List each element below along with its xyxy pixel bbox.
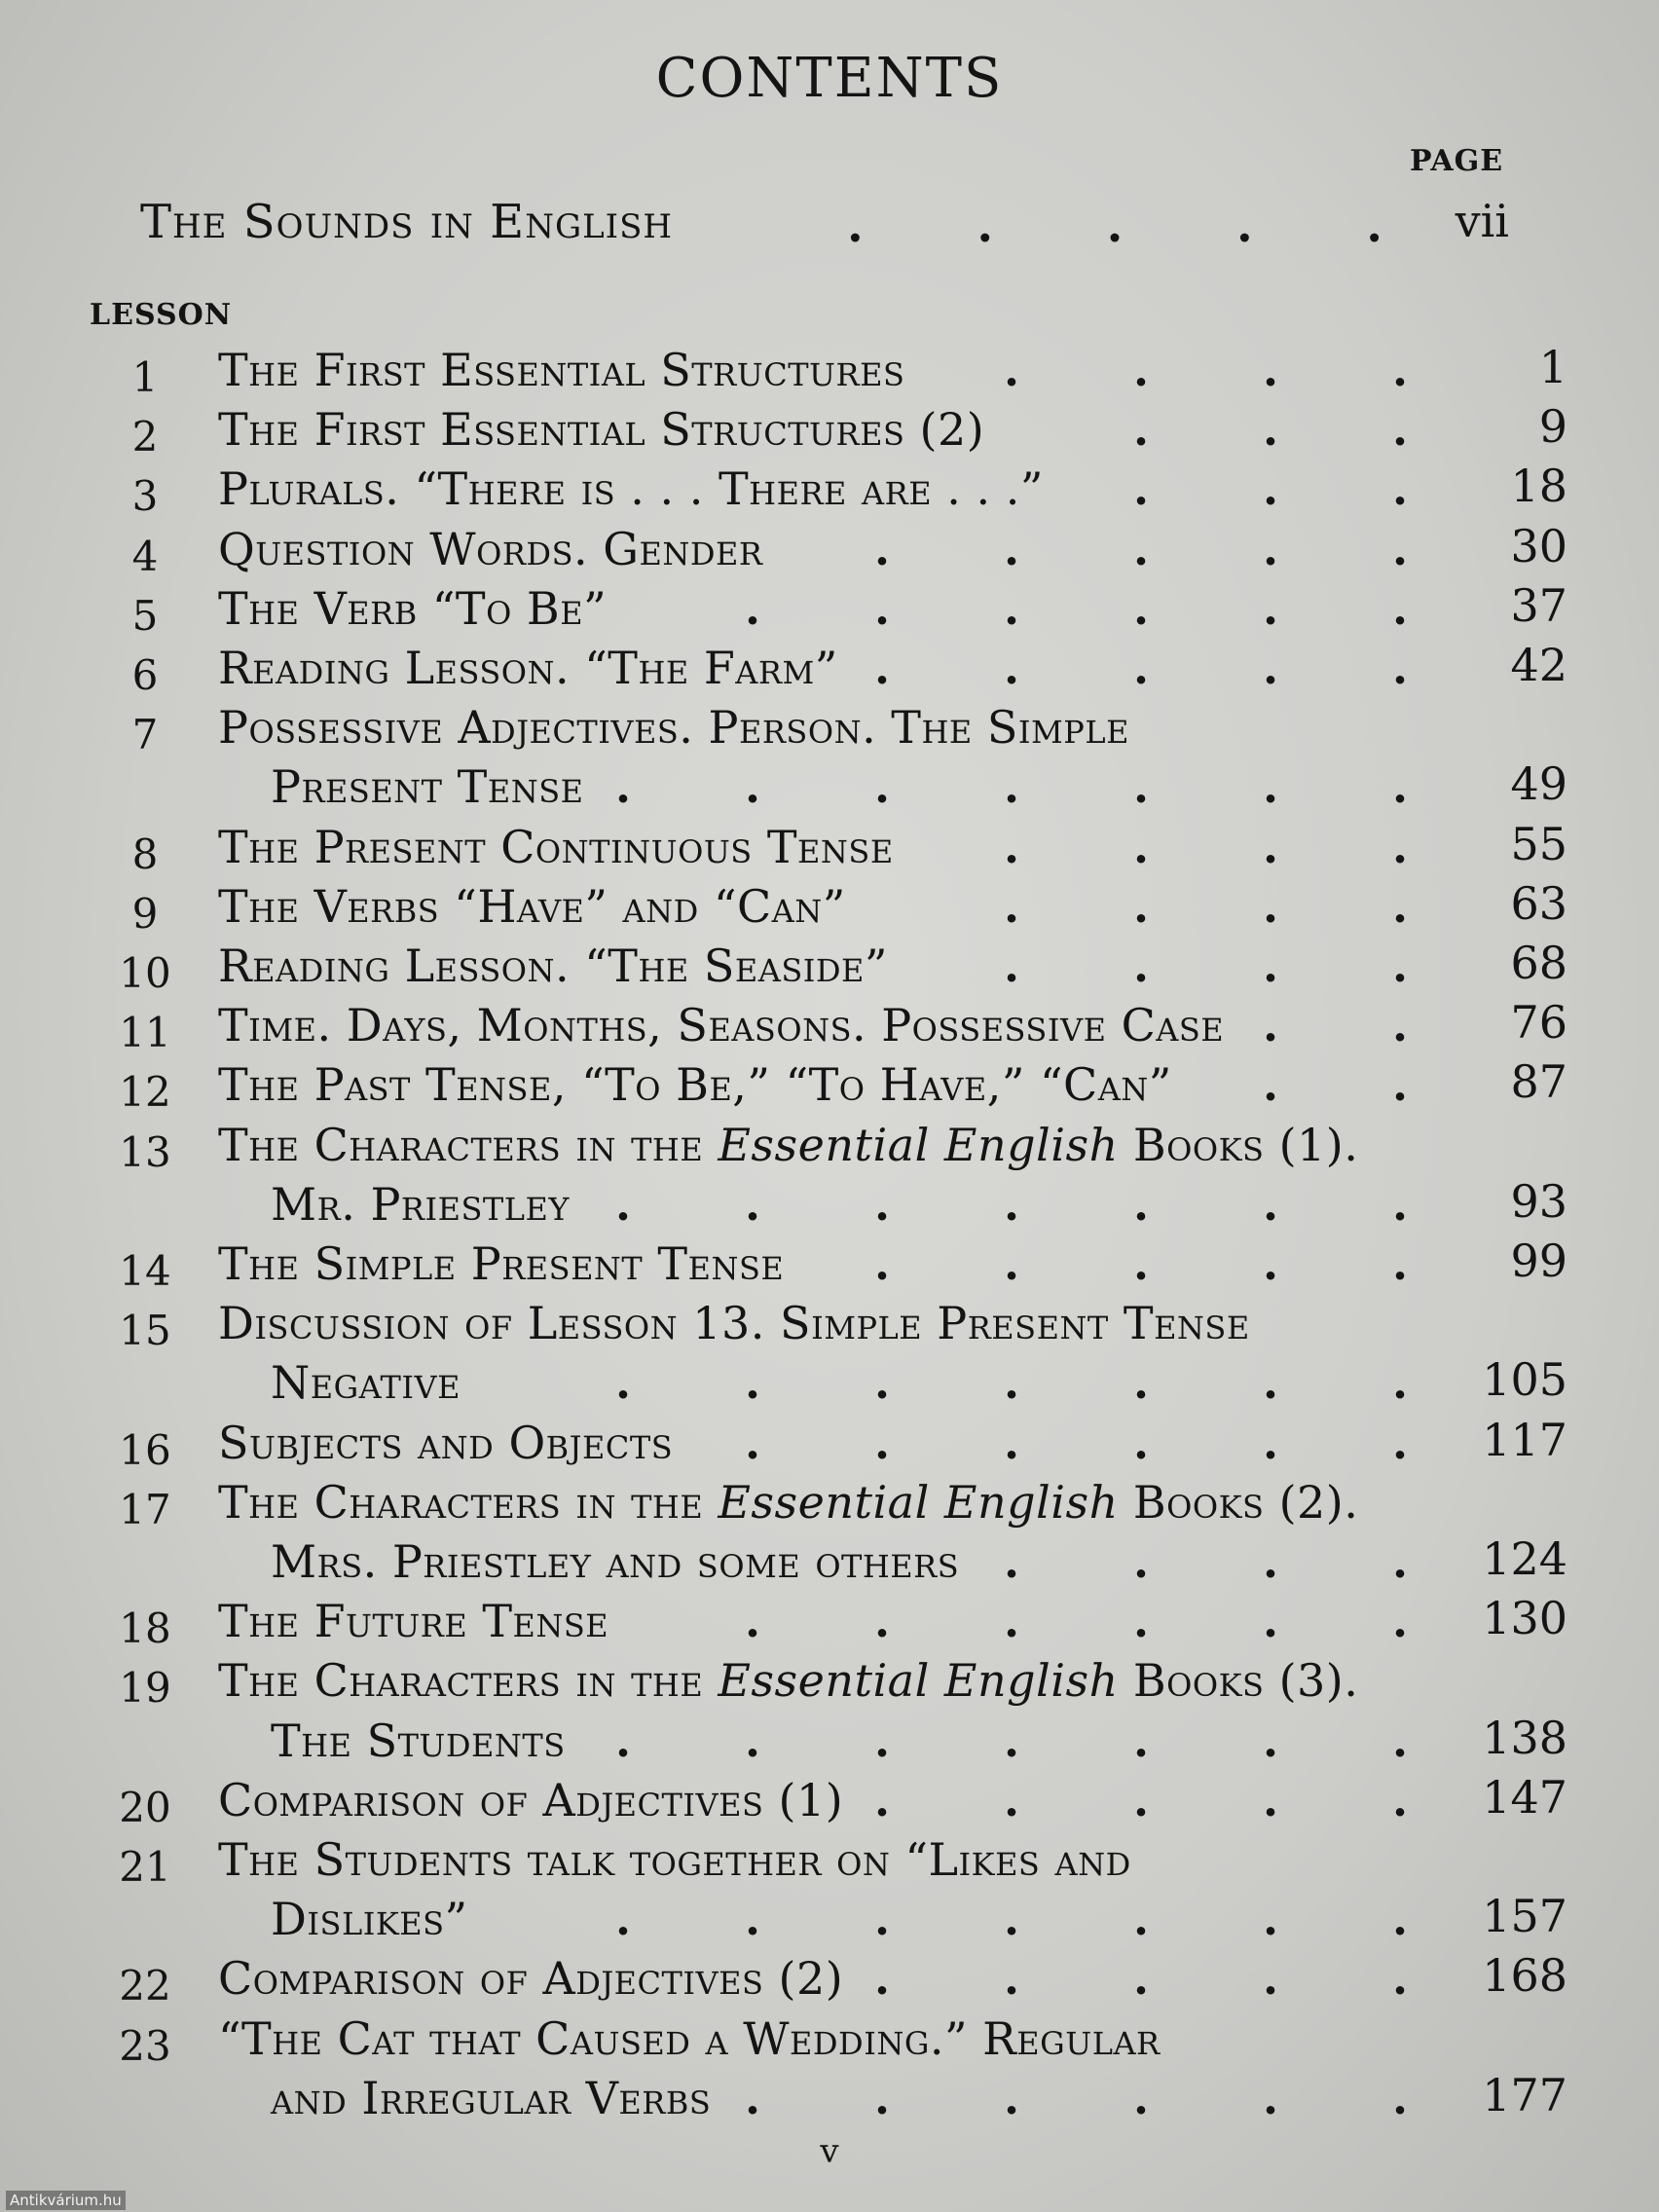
toc-entry xyxy=(0,1055,1659,1117)
lesson-number: 5 xyxy=(131,591,159,640)
lesson-page-number: 124 xyxy=(1482,1532,1567,1585)
lesson-title: Subjects and Objects xyxy=(218,1416,674,1469)
lesson-number: 2 xyxy=(131,413,159,461)
lesson-number: 22 xyxy=(119,1962,171,2010)
leader-dot: . xyxy=(1263,1714,1279,1767)
leader-dot: . xyxy=(874,642,891,694)
lesson-title: Discussion of Lesson 13. Simple Present Tense xyxy=(218,1297,1250,1350)
lesson-number: 21 xyxy=(119,1843,171,1891)
leader-dot: . xyxy=(1133,1952,1150,2006)
leader-dot: . xyxy=(874,1237,891,1290)
lesson-title-part: The Characters in the xyxy=(218,1475,719,1529)
leader-dot: . xyxy=(745,1356,761,1410)
toc-entry xyxy=(0,460,1659,521)
lesson-number: 11 xyxy=(119,1009,171,1057)
lesson-page-number: 42 xyxy=(1510,639,1567,691)
leader-dot: . xyxy=(874,1356,891,1410)
leader-dot: . xyxy=(1263,1535,1279,1588)
lesson-title-continued: The Students xyxy=(271,1714,566,1767)
lesson-title-continued: Mrs. Priestley and some others xyxy=(271,1535,960,1588)
leader-dot: . xyxy=(1133,462,1150,516)
leader-dot: . xyxy=(1004,1535,1020,1588)
leader-dot: . xyxy=(1004,1893,1020,1946)
leader-dot: . xyxy=(1004,522,1020,575)
leader-dot: . xyxy=(874,1773,891,1826)
leader-dot: . xyxy=(745,1177,761,1231)
leader-dot: . xyxy=(874,1416,891,1469)
toc-entry-continuation xyxy=(0,2069,1659,2127)
lesson-column-heading: LESSON xyxy=(90,298,233,332)
leader-dot: . xyxy=(1133,581,1150,635)
toc-entry xyxy=(0,1651,1659,1713)
leader-dot: . xyxy=(745,1714,761,1767)
leader-dot: . xyxy=(745,2071,761,2124)
leader-dot: . xyxy=(1133,1595,1150,1648)
toc-entry xyxy=(0,1116,1659,1174)
lesson-number: 14 xyxy=(119,1247,171,1295)
toc-entry xyxy=(0,698,1659,759)
lesson-title: The Verbs “Have” and “Can” xyxy=(218,879,846,933)
toc-entry-continuation xyxy=(0,1353,1659,1412)
lesson-page-number: 87 xyxy=(1510,1055,1567,1109)
leader-dot: . xyxy=(1392,403,1409,457)
lesson-page-number: 147 xyxy=(1482,1770,1567,1824)
leader-dot: . xyxy=(1133,522,1150,575)
book-title-italic: Essential English xyxy=(718,1654,1119,1708)
leader-dot: . xyxy=(745,1893,761,1946)
leader-dot: . xyxy=(1004,1952,1020,2006)
leader-dot: . xyxy=(1263,760,1279,814)
lesson-page-number: 76 xyxy=(1510,996,1567,1050)
leader-dot: . xyxy=(1392,522,1409,575)
leader-dot: . xyxy=(1004,760,1020,814)
lesson-title: The Students talk together on “Likes and xyxy=(218,1833,1131,1886)
lesson-title: The Past Tense, “To Be,” “To Have,” “Can” xyxy=(218,1058,1172,1112)
lesson-page-number: 138 xyxy=(1482,1711,1567,1764)
page-title: CONTENTS xyxy=(655,47,1004,110)
lesson-title-part: The Characters in the xyxy=(218,1654,719,1708)
leader-dot: . xyxy=(1392,1237,1409,1290)
lesson-page-number: 30 xyxy=(1510,519,1567,572)
toc-entry xyxy=(0,996,1659,1057)
lesson-page-number: 37 xyxy=(1510,578,1567,632)
lesson-number: 15 xyxy=(119,1307,171,1355)
leader-dot: . xyxy=(1263,2071,1279,2124)
lesson-page-number: 93 xyxy=(1510,1174,1567,1228)
leader-dot: . xyxy=(1263,522,1279,575)
leader-dot: . xyxy=(1004,940,1020,992)
leader-dot: . xyxy=(1263,879,1279,933)
leader-dot: . xyxy=(1263,820,1279,873)
leader-dot: . xyxy=(615,1893,632,1946)
leader-dot: . xyxy=(615,1177,632,1231)
leader-dot: . xyxy=(1263,1773,1279,1826)
leader-dot: . xyxy=(1133,642,1150,694)
toc-entry xyxy=(0,1949,1659,2008)
lesson-title: Reading Lesson. “The Seaside” xyxy=(218,940,888,992)
leader-dot: . xyxy=(1263,1595,1279,1648)
leader-dot: . xyxy=(1263,1416,1279,1469)
leader-dot: . xyxy=(1133,760,1150,814)
toc-entry xyxy=(0,818,1659,876)
leader-dot: . xyxy=(1263,1177,1279,1231)
lesson-number: 9 xyxy=(131,889,159,938)
toc-entry-continuation xyxy=(0,1532,1659,1591)
leader-dot: . xyxy=(1263,344,1279,396)
leader-dot: . xyxy=(615,1356,632,1410)
book-title-italic: Essential English xyxy=(718,1118,1119,1171)
lesson-title-continued: and Irregular Verbs xyxy=(271,2071,712,2124)
leader-dot: . xyxy=(1004,1177,1020,1231)
lesson-page-number: 1 xyxy=(1538,341,1567,393)
leader-dot: . xyxy=(1263,581,1279,635)
intro-entry-text: The Sounds in English xyxy=(140,195,674,249)
toc-entry xyxy=(0,520,1659,578)
leader-dot: . xyxy=(1392,462,1409,516)
leader-dot: . xyxy=(874,1952,891,2006)
leader-dot: . xyxy=(1133,403,1150,457)
lesson-number: 19 xyxy=(119,1664,171,1713)
leader-dot: . xyxy=(1392,1773,1409,1826)
lesson-title: Time. Days, Months, Seasons. Possessive Case xyxy=(218,999,1225,1052)
lesson-page-number: 68 xyxy=(1510,937,1567,989)
leader-dot: . xyxy=(1004,642,1020,694)
intro-leader-dots: . . . . . xyxy=(847,199,1382,253)
leader-dot: . xyxy=(1392,940,1409,992)
toc-entry xyxy=(0,341,1659,399)
toc-entry xyxy=(0,1414,1659,1472)
lesson-number: 17 xyxy=(119,1485,171,1533)
toc-entry xyxy=(0,877,1659,936)
lesson-title xyxy=(218,1651,1358,1710)
toc-entry xyxy=(0,1771,1659,1829)
lesson-title-continued: Negative xyxy=(271,1356,461,1410)
toc-entry xyxy=(0,1830,1659,1889)
leader-dot: . xyxy=(1004,820,1020,873)
toc-entry-continuation xyxy=(0,1712,1659,1770)
lesson-number: 16 xyxy=(119,1425,171,1474)
leader-dot: . xyxy=(1392,1595,1409,1648)
leader-dot: . xyxy=(1263,940,1279,992)
toc-entry-continuation xyxy=(0,1890,1659,1948)
leader-dot: . xyxy=(1004,879,1020,933)
leader-dot: . xyxy=(1004,1595,1020,1648)
toc-entry-continuation xyxy=(0,757,1659,816)
leader-dot: . xyxy=(1133,1356,1150,1410)
lesson-title xyxy=(218,1473,1358,1531)
leader-dot: . xyxy=(745,1595,761,1648)
leader-dot: . xyxy=(1263,1893,1279,1946)
leader-dot: . xyxy=(1263,642,1279,694)
leader-dot: . xyxy=(1004,2071,1020,2124)
toc-entry xyxy=(0,639,1659,697)
toc-entry xyxy=(0,579,1659,638)
intro-entry-page: vii xyxy=(1455,195,1509,247)
lesson-page-number: 9 xyxy=(1538,400,1567,454)
leader-dot: . xyxy=(1392,2071,1409,2124)
leader-dot: . xyxy=(1133,820,1150,873)
leader-dot: . xyxy=(1392,1893,1409,1946)
lesson-number: 18 xyxy=(119,1604,171,1653)
lesson-page-number: 168 xyxy=(1482,1949,1567,2003)
leader-dot: . xyxy=(1004,1416,1020,1469)
lesson-title: Question Words. Gender xyxy=(218,522,763,575)
lesson-title: The Simple Present Tense xyxy=(218,1237,785,1290)
lesson-title-part: The Characters in the xyxy=(218,1118,719,1171)
leader-dot: . xyxy=(1263,1952,1279,2006)
lesson-title xyxy=(218,1116,1358,1174)
lesson-title: The First Essential Structures (2) xyxy=(218,403,985,457)
leader-dot: . xyxy=(1392,1356,1409,1410)
lesson-page-number: 177 xyxy=(1482,2068,1567,2121)
leader-dot: . xyxy=(1004,1714,1020,1767)
lesson-number: 6 xyxy=(131,651,159,699)
leader-dot: . xyxy=(745,760,761,814)
leader-dot: . xyxy=(1392,642,1409,694)
leader-dot: . xyxy=(1392,760,1409,814)
leader-dot: . xyxy=(1263,999,1279,1052)
leader-dot: . xyxy=(1004,344,1020,396)
leader-dot: . xyxy=(1133,2071,1150,2124)
toc-entry xyxy=(0,937,1659,995)
lesson-number: 3 xyxy=(131,472,159,521)
leader-dot: . xyxy=(1392,1416,1409,1469)
lesson-page-number: 63 xyxy=(1510,876,1567,930)
lesson-page-number: 157 xyxy=(1482,1890,1567,1943)
leader-dot: . xyxy=(1133,1237,1150,1290)
leader-dot: . xyxy=(1133,1893,1150,1946)
page-column-heading: PAGE xyxy=(1410,144,1504,178)
watermark-text: Antikvárium.hu xyxy=(6,2191,126,2210)
leader-dot: . xyxy=(874,1177,891,1231)
lesson-title-continued: Dislikes” xyxy=(271,1893,468,1946)
lesson-title-part: Books (2). xyxy=(1118,1475,1359,1529)
lesson-page-number: 99 xyxy=(1510,1235,1567,1287)
leader-dot: . xyxy=(1392,344,1409,396)
leader-dot: . xyxy=(745,1416,761,1469)
toc-entry xyxy=(0,1294,1659,1355)
lesson-title: Comparison of Adjectives (1) xyxy=(218,1773,844,1826)
leader-dot: . xyxy=(1392,1177,1409,1231)
book-title-italic: Essential English xyxy=(718,1475,1119,1529)
toc-entry xyxy=(0,1473,1659,1531)
leader-dot: . xyxy=(1392,1058,1409,1112)
leader-dot: . xyxy=(615,1714,632,1767)
leader-dot: . xyxy=(1133,1535,1150,1588)
lesson-title: “The Cat that Caused a Wedding.” Regular xyxy=(218,2011,1161,2065)
lesson-page-number: 18 xyxy=(1510,460,1567,513)
lesson-number: 4 xyxy=(131,532,159,580)
lesson-title-part: Books (1). xyxy=(1118,1118,1359,1171)
toc-entry xyxy=(0,1592,1659,1653)
lesson-number: 10 xyxy=(119,949,171,997)
lesson-title: Reading Lesson. “The Farm” xyxy=(218,642,838,694)
leader-dot: . xyxy=(1392,879,1409,933)
leader-dot: . xyxy=(874,581,891,635)
lesson-page-number: 130 xyxy=(1482,1592,1567,1645)
lesson-title-part: Books (3). xyxy=(1118,1654,1359,1708)
lesson-title-continued: Mr. Priestley xyxy=(271,1177,570,1231)
lesson-title-continued: Present Tense xyxy=(271,760,584,814)
leader-dot: . xyxy=(1004,1773,1020,1826)
leader-dot: . xyxy=(1392,820,1409,873)
toc-entry-continuation xyxy=(0,1175,1659,1234)
leader-dot: . xyxy=(874,1893,891,1946)
lesson-page-number: 55 xyxy=(1510,817,1567,870)
lesson-number: 13 xyxy=(119,1127,171,1176)
leader-dot: . xyxy=(1263,462,1279,516)
leader-dot: . xyxy=(1133,1416,1150,1469)
leader-dot: . xyxy=(874,760,891,814)
lesson-title: The Present Continuous Tense xyxy=(218,820,894,873)
leader-dot: . xyxy=(615,760,632,814)
leader-dot: . xyxy=(1133,1177,1150,1231)
lesson-page-number: 49 xyxy=(1510,757,1567,811)
leader-dot: . xyxy=(745,581,761,635)
leader-dot: . xyxy=(1392,1952,1409,2006)
leader-dot: . xyxy=(874,1714,891,1767)
leader-dot: . xyxy=(1263,1356,1279,1410)
leader-dot: . xyxy=(1133,1714,1150,1767)
leader-dot: . xyxy=(1004,1237,1020,1290)
toc-entry xyxy=(0,400,1659,459)
lesson-number: 12 xyxy=(119,1068,171,1117)
leader-dot: . xyxy=(874,1595,891,1648)
lesson-page-number: 117 xyxy=(1482,1413,1567,1466)
leader-dot: . xyxy=(1263,1058,1279,1112)
leader-dot: . xyxy=(1392,581,1409,635)
leader-dot: . xyxy=(1263,1237,1279,1290)
leader-dot: . xyxy=(874,522,891,575)
leader-dot: . xyxy=(1004,1356,1020,1410)
lesson-number: 1 xyxy=(131,353,159,401)
lesson-number: 23 xyxy=(119,2021,171,2070)
leader-dot: . xyxy=(1133,940,1150,992)
lesson-title: Comparison of Adjectives (2) xyxy=(218,1952,844,2006)
leader-dot: . xyxy=(1004,581,1020,635)
leader-dot: . xyxy=(1392,1535,1409,1588)
leader-dot: . xyxy=(1133,1773,1150,1826)
lesson-title: Plurals. “There is . . . There are . . .” xyxy=(218,462,1044,516)
footer-page-number: v xyxy=(820,2132,839,2171)
lesson-number: 7 xyxy=(131,711,159,759)
leader-dot: . xyxy=(1133,344,1150,396)
lesson-number: 8 xyxy=(131,830,159,878)
leader-dot: . xyxy=(1263,403,1279,457)
leader-dot: . xyxy=(1392,999,1409,1052)
lesson-number: 20 xyxy=(119,1783,171,1831)
lesson-page-number: 105 xyxy=(1482,1353,1567,1407)
lesson-title: The Future Tense xyxy=(218,1595,609,1648)
toc-entry xyxy=(0,1235,1659,1293)
toc-entry xyxy=(0,2009,1659,2068)
lesson-title: Possessive Adjectives. Person. The Simple xyxy=(218,701,1129,755)
leader-dot: . xyxy=(874,2071,891,2124)
lesson-title: The First Essential Structures xyxy=(218,344,905,396)
leader-dot: . xyxy=(1392,1714,1409,1767)
leader-dot: . xyxy=(1133,879,1150,933)
lesson-title: The Verb “To Be” xyxy=(218,581,608,635)
